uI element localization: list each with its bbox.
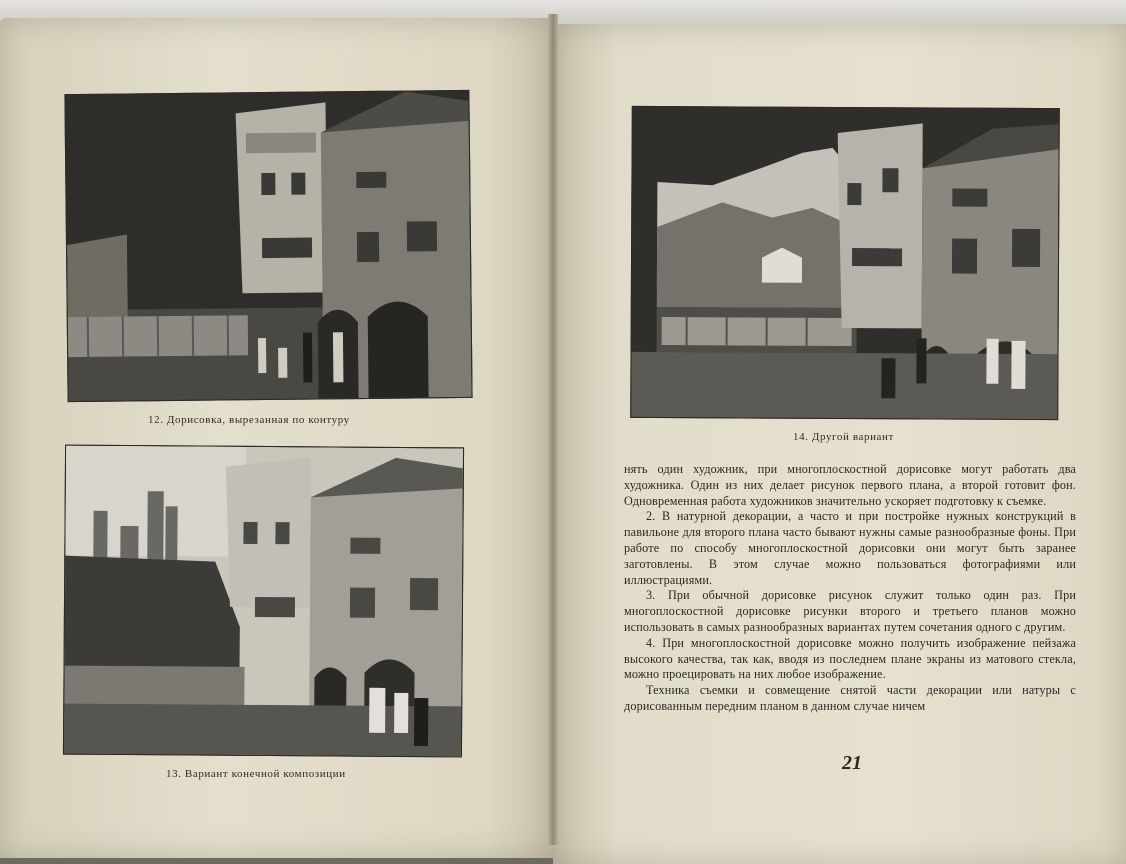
figure-12-photo bbox=[64, 90, 472, 402]
paragraph: Техника съемки и совмещение снятой части декорации или натуры с дорисованным передним планом в данном случае ничем bbox=[624, 683, 1076, 715]
paragraph: 2. В натурной декорации, а часто и при постройке нужных конструкций в павильоне для второго плана часто бывают нужны самые разнообразные фоны. При работе по способу многоплоскостной дорисовки они могут быть заранее заготовлены. В этом случае можно пользоваться фотографиями или иллюстрациями. bbox=[624, 509, 1076, 588]
page-number: 21 bbox=[842, 752, 862, 775]
paragraph: 3. При обычной дорисовке рисунок служит только один раз. При многоплоскостной дорисовке рисунки второго и третьего планов можно использовать в самых разнообразных вариантах путем сочетания одного с другим. bbox=[624, 588, 1076, 635]
book-gutter bbox=[548, 14, 558, 845]
body-text bbox=[624, 462, 1076, 715]
figure-14-photo bbox=[630, 106, 1060, 420]
paragraph: 4. При многоплоскостной дорисовке можно получить изображение пейзажа высокого качества, так как, вводя из последнем плане экраны из матового стекла, можно проецировать на них любое изображение. bbox=[624, 636, 1076, 683]
figure-14-caption: 14. Другой вариант bbox=[793, 431, 894, 443]
figure-13-photo bbox=[63, 445, 464, 758]
paragraph: нять один художник, при многоплоскостной дорисовке могут работать два художника. Один из них делает рисунок первого плана, а второй готовит фон. Одновременная работа художников значительно ускоряет подготовку к съемке. bbox=[624, 462, 1076, 509]
figure-12-caption: 12. Дорисовка, вырезанная по контуру bbox=[148, 414, 350, 426]
figure-13-caption: 13. Вариант конечной композиции bbox=[166, 768, 346, 780]
